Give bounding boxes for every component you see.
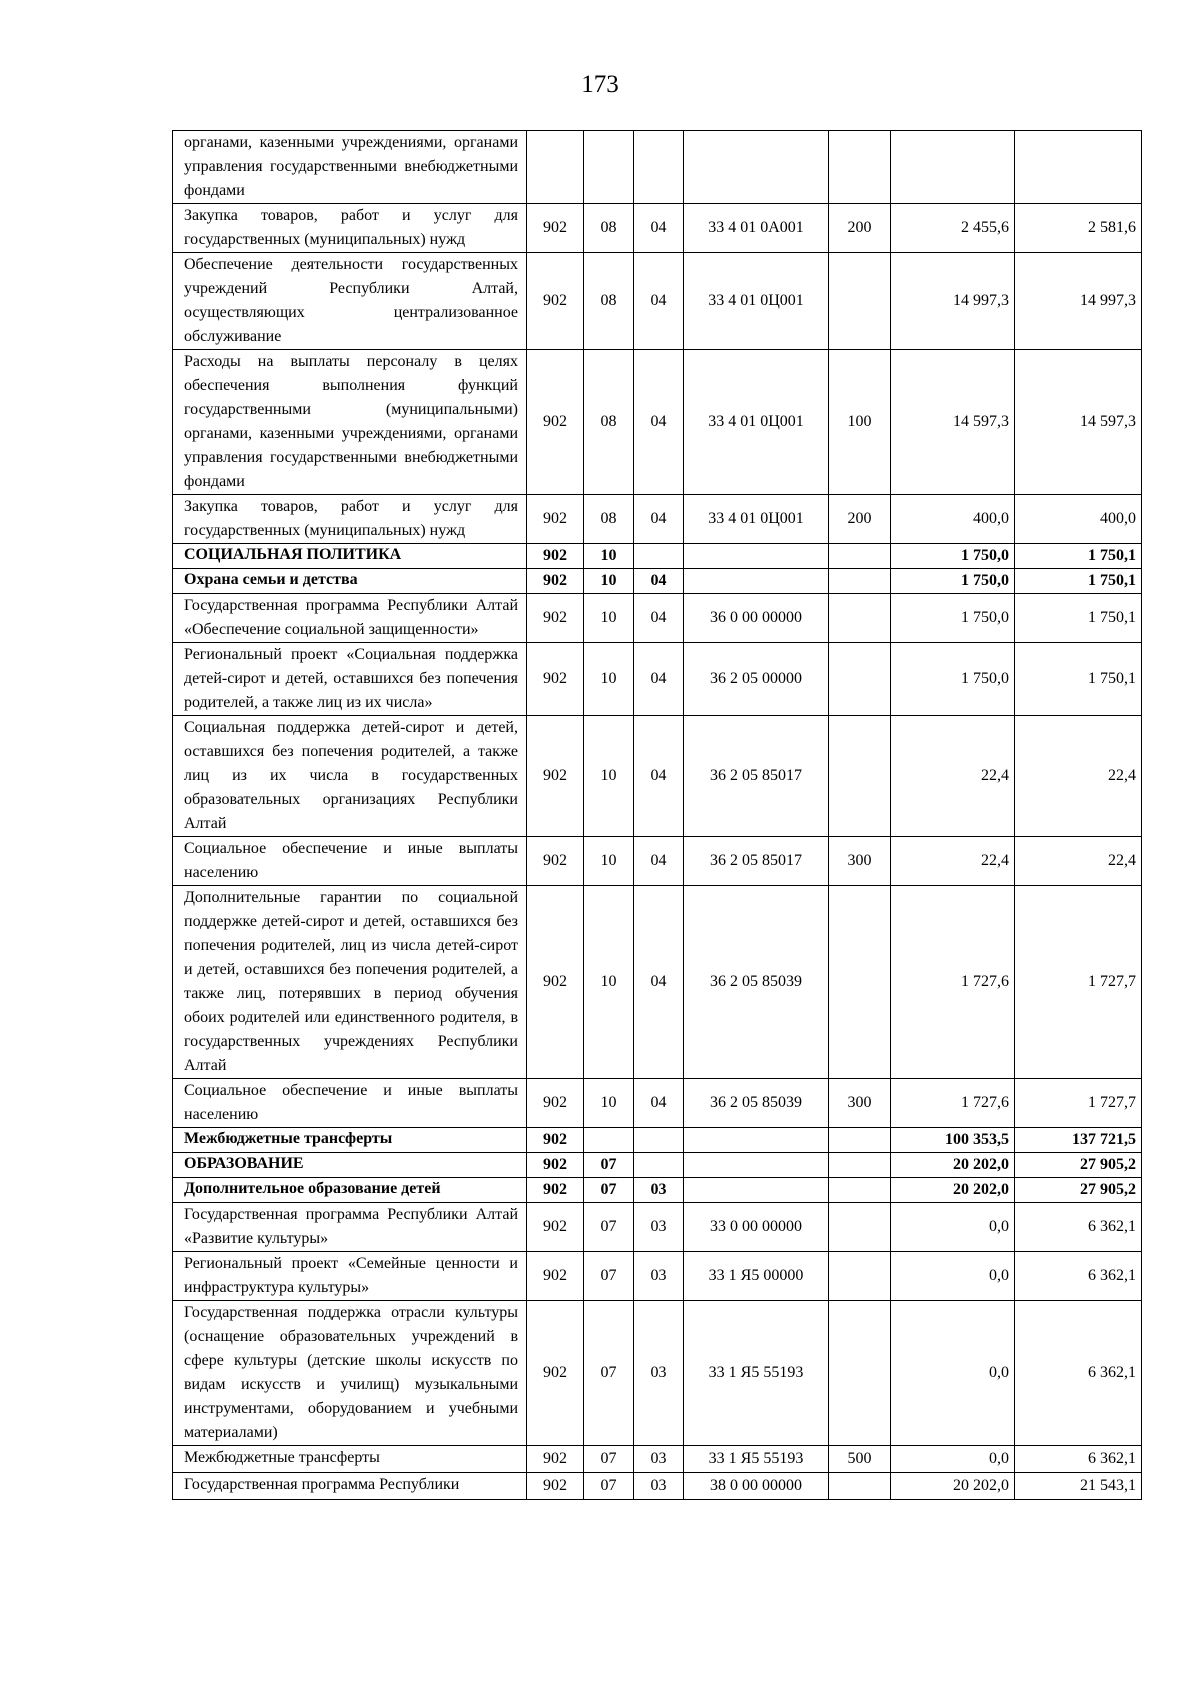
target-article-cell bbox=[684, 569, 829, 594]
amount-year1-cell: 14 997,3 bbox=[891, 253, 1015, 350]
table-row bbox=[173, 837, 1142, 886]
amount-year1-cell bbox=[891, 131, 1015, 204]
target-article-cell: 36 2 05 00000 bbox=[684, 643, 829, 716]
amount-year1-cell: 20 202,0 bbox=[891, 1153, 1015, 1178]
row-name-cell: Расходы на выплаты персоналу в целях обеспечения выполнения функций государственными (муниципальными) органами, казенными учреждениями, органами управления государственными внебюджетными фондами bbox=[173, 350, 527, 495]
section-code-cell: 10 bbox=[584, 716, 634, 837]
ministry-code-cell: 902 bbox=[527, 1079, 584, 1128]
ministry-code-cell: 902 bbox=[527, 716, 584, 837]
target-article-cell: 36 2 05 85017 bbox=[684, 716, 829, 837]
amount-year2-cell: 22,4 bbox=[1015, 837, 1142, 886]
amount-year1-cell: 1 750,0 bbox=[891, 643, 1015, 716]
amount-year1-cell: 0,0 bbox=[891, 1301, 1015, 1446]
expense-type-cell bbox=[829, 1178, 891, 1203]
subsection-code-cell: 04 bbox=[634, 886, 684, 1079]
amount-year2-cell: 1 750,1 bbox=[1015, 594, 1142, 643]
row-name-cell: Обеспечение деятельности государственных учреждений Республики Алтай, осуществляющих централизованное обслуживание bbox=[173, 253, 527, 350]
row-name-cell: ОБРАЗОВАНИЕ bbox=[173, 1153, 527, 1178]
expense-type-cell: 300 bbox=[829, 837, 891, 886]
amount-year1-cell: 0,0 bbox=[891, 1203, 1015, 1252]
row-name-cell: Закупка товаров, работ и услуг для государственных (муниципальных) нужд bbox=[173, 495, 527, 544]
ministry-code-cell: 902 bbox=[527, 204, 584, 253]
expense-type-cell bbox=[829, 716, 891, 837]
target-article-cell: 33 4 01 0Ц001 bbox=[684, 253, 829, 350]
amount-year1-cell: 14 597,3 bbox=[891, 350, 1015, 495]
amount-year1-cell: 1 727,6 bbox=[891, 1079, 1015, 1128]
ministry-code-cell: 902 bbox=[527, 1203, 584, 1252]
row-name-cell: Дополнительное образование детей bbox=[173, 1178, 527, 1203]
expense-type-cell: 500 bbox=[829, 1446, 891, 1473]
target-article-cell: 36 2 05 85039 bbox=[684, 1079, 829, 1128]
expense-type-cell bbox=[829, 569, 891, 594]
target-article-cell: 36 2 05 85017 bbox=[684, 837, 829, 886]
expense-type-cell bbox=[829, 886, 891, 1079]
table-row bbox=[173, 716, 1142, 837]
amount-year2-cell: 21 543,1 bbox=[1015, 1473, 1142, 1500]
amount-year1-cell: 0,0 bbox=[891, 1252, 1015, 1301]
ministry-code-cell: 902 bbox=[527, 594, 584, 643]
section-code-cell: 07 bbox=[584, 1203, 634, 1252]
table-row bbox=[173, 643, 1142, 716]
section-code-cell: 07 bbox=[584, 1252, 634, 1301]
subsection-code-cell bbox=[634, 131, 684, 204]
section-code-cell: 08 bbox=[584, 204, 634, 253]
target-article-cell bbox=[684, 1128, 829, 1153]
subsection-code-cell: 03 bbox=[634, 1473, 684, 1500]
table-row bbox=[173, 1301, 1142, 1446]
subsection-code-cell bbox=[634, 544, 684, 569]
subsection-code-cell: 03 bbox=[634, 1178, 684, 1203]
row-name-cell: органами, казенными учреждениями, органами управления государственными внебюджетными фондами bbox=[173, 131, 527, 204]
section-code-cell: 10 bbox=[584, 1079, 634, 1128]
amount-year1-cell: 22,4 bbox=[891, 716, 1015, 837]
amount-year2-cell: 6 362,1 bbox=[1015, 1446, 1142, 1473]
subsection-code-cell: 04 bbox=[634, 253, 684, 350]
amount-year1-cell: 20 202,0 bbox=[891, 1473, 1015, 1500]
target-article-cell: 36 0 00 00000 bbox=[684, 594, 829, 643]
row-name-cell: Региональный проект «Семейные ценности и инфраструктура культуры» bbox=[173, 1252, 527, 1301]
section-code-cell: 10 bbox=[584, 544, 634, 569]
expense-type-cell bbox=[829, 1203, 891, 1252]
target-article-cell: 33 1 Я5 55193 bbox=[684, 1446, 829, 1473]
section-code-cell: 10 bbox=[584, 569, 634, 594]
target-article-cell: 33 1 Я5 00000 bbox=[684, 1252, 829, 1301]
subsection-code-cell: 03 bbox=[634, 1301, 684, 1446]
table-row bbox=[173, 1128, 1142, 1153]
table-row bbox=[173, 1178, 1142, 1203]
subsection-code-cell: 03 bbox=[634, 1203, 684, 1252]
row-name-cell: Государственная программа Республики Алтай «Обеспечение социальной защищенности» bbox=[173, 594, 527, 643]
expense-type-cell bbox=[829, 253, 891, 350]
expense-type-cell bbox=[829, 1128, 891, 1153]
amount-year1-cell: 1 750,0 bbox=[891, 594, 1015, 643]
table-row bbox=[173, 1203, 1142, 1252]
ministry-code-cell: 902 bbox=[527, 1473, 584, 1500]
ministry-code-cell: 902 bbox=[527, 1128, 584, 1153]
subsection-code-cell bbox=[634, 1128, 684, 1153]
target-article-cell: 33 4 01 0А001 bbox=[684, 204, 829, 253]
row-name-cell: Межбюджетные трансферты bbox=[173, 1128, 527, 1153]
amount-year1-cell: 20 202,0 bbox=[891, 1178, 1015, 1203]
amount-year2-cell: 1 750,1 bbox=[1015, 569, 1142, 594]
ministry-code-cell bbox=[527, 131, 584, 204]
amount-year2-cell: 6 362,1 bbox=[1015, 1203, 1142, 1252]
amount-year2-cell: 6 362,1 bbox=[1015, 1252, 1142, 1301]
ministry-code-cell: 902 bbox=[527, 569, 584, 594]
row-name-cell: Государственная поддержка отрасли культуры (оснащение образовательных учреждений в сфере культуры (детские школы искусств по видам искусств и училищ) музыкальными инструментами, оборудованием и учебными материалами) bbox=[173, 1301, 527, 1446]
section-code-cell: 07 bbox=[584, 1153, 634, 1178]
ministry-code-cell: 902 bbox=[527, 1153, 584, 1178]
subsection-code-cell: 04 bbox=[634, 569, 684, 594]
row-name-cell: Дополнительные гарантии по социальной поддержке детей-сирот и детей, оставшихся без попечения родителей, лиц из числа детей-сирот и детей, оставшихся без попечения родителей, а также лиц, потерявших в период обучения обоих родителей или единственного родителя, в государственных учреждениях Республики Алтай bbox=[173, 886, 527, 1079]
ministry-code-cell: 902 bbox=[527, 643, 584, 716]
amount-year1-cell: 1 727,6 bbox=[891, 886, 1015, 1079]
subsection-code-cell: 04 bbox=[634, 837, 684, 886]
ministry-code-cell: 902 bbox=[527, 544, 584, 569]
amount-year2-cell: 137 721,5 bbox=[1015, 1128, 1142, 1153]
row-name-cell: Межбюджетные трансферты bbox=[173, 1446, 527, 1473]
budget-table bbox=[172, 130, 1142, 1500]
table-row bbox=[173, 544, 1142, 569]
expense-type-cell bbox=[829, 131, 891, 204]
amount-year1-cell: 0,0 bbox=[891, 1446, 1015, 1473]
expense-type-cell: 200 bbox=[829, 204, 891, 253]
amount-year2-cell bbox=[1015, 131, 1142, 204]
section-code-cell: 08 bbox=[584, 495, 634, 544]
row-name-cell: Государственная программа Республики bbox=[173, 1473, 527, 1500]
table-row bbox=[173, 1252, 1142, 1301]
amount-year1-cell: 22,4 bbox=[891, 837, 1015, 886]
target-article-cell: 38 0 00 00000 bbox=[684, 1473, 829, 1500]
expense-type-cell bbox=[829, 1301, 891, 1446]
table-row bbox=[173, 495, 1142, 544]
row-name-cell: Социальное обеспечение и иные выплаты населению bbox=[173, 837, 527, 886]
ministry-code-cell: 902 bbox=[527, 1446, 584, 1473]
subsection-code-cell: 04 bbox=[634, 495, 684, 544]
ministry-code-cell: 902 bbox=[527, 253, 584, 350]
subsection-code-cell: 03 bbox=[634, 1252, 684, 1301]
amount-year2-cell: 27 905,2 bbox=[1015, 1153, 1142, 1178]
section-code-cell: 07 bbox=[584, 1178, 634, 1203]
amount-year2-cell: 27 905,2 bbox=[1015, 1178, 1142, 1203]
expense-type-cell: 300 bbox=[829, 1079, 891, 1128]
target-article-cell bbox=[684, 1153, 829, 1178]
table-row bbox=[173, 253, 1142, 350]
amount-year1-cell: 1 750,0 bbox=[891, 569, 1015, 594]
amount-year2-cell: 1 727,7 bbox=[1015, 1079, 1142, 1128]
ministry-code-cell: 902 bbox=[527, 1178, 584, 1203]
amount-year2-cell: 14 597,3 bbox=[1015, 350, 1142, 495]
table-row bbox=[173, 1473, 1142, 1500]
amount-year2-cell: 1 727,7 bbox=[1015, 886, 1142, 1079]
target-article-cell: 33 4 01 0Ц001 bbox=[684, 350, 829, 495]
subsection-code-cell: 04 bbox=[634, 1079, 684, 1128]
table-row bbox=[173, 1079, 1142, 1128]
table-row bbox=[173, 350, 1142, 495]
section-code-cell: 10 bbox=[584, 837, 634, 886]
table-row bbox=[173, 204, 1142, 253]
expense-type-cell bbox=[829, 1473, 891, 1500]
target-article-cell bbox=[684, 131, 829, 204]
ministry-code-cell: 902 bbox=[527, 837, 584, 886]
row-name-cell: Закупка товаров, работ и услуг для государственных (муниципальных) нужд bbox=[173, 204, 527, 253]
amount-year2-cell: 14 997,3 bbox=[1015, 253, 1142, 350]
section-code-cell: 08 bbox=[584, 350, 634, 495]
ministry-code-cell: 902 bbox=[527, 350, 584, 495]
ministry-code-cell: 902 bbox=[527, 495, 584, 544]
section-code-cell: 07 bbox=[584, 1473, 634, 1500]
section-code-cell: 08 bbox=[584, 253, 634, 350]
expense-type-cell bbox=[829, 1252, 891, 1301]
row-name-cell: Охрана семьи и детства bbox=[173, 569, 527, 594]
expense-type-cell: 200 bbox=[829, 495, 891, 544]
amount-year2-cell: 2 581,6 bbox=[1015, 204, 1142, 253]
target-article-cell: 33 0 00 00000 bbox=[684, 1203, 829, 1252]
amount-year2-cell: 6 362,1 bbox=[1015, 1301, 1142, 1446]
amount-year2-cell: 400,0 bbox=[1015, 495, 1142, 544]
row-name-cell: Социальное обеспечение и иные выплаты населению bbox=[173, 1079, 527, 1128]
row-name-cell: СОЦИАЛЬНАЯ ПОЛИТИКА bbox=[173, 544, 527, 569]
target-article-cell: 33 4 01 0Ц001 bbox=[684, 495, 829, 544]
target-article-cell bbox=[684, 544, 829, 569]
row-name-cell: Социальная поддержка детей-сирот и детей, оставшихся без попечения родителей, а также лиц из их числа в государственных образовательных организациях Республики Алтай bbox=[173, 716, 527, 837]
table-row bbox=[173, 1153, 1142, 1178]
table-row bbox=[173, 569, 1142, 594]
subsection-code-cell: 04 bbox=[634, 350, 684, 495]
ministry-code-cell: 902 bbox=[527, 1252, 584, 1301]
section-code-cell: 10 bbox=[584, 594, 634, 643]
subsection-code-cell: 04 bbox=[634, 204, 684, 253]
table-row bbox=[173, 131, 1142, 204]
subsection-code-cell: 04 bbox=[634, 594, 684, 643]
amount-year1-cell: 2 455,6 bbox=[891, 204, 1015, 253]
section-code-cell: 10 bbox=[584, 643, 634, 716]
section-code-cell: 07 bbox=[584, 1446, 634, 1473]
section-code-cell bbox=[584, 1128, 634, 1153]
expense-type-cell bbox=[829, 544, 891, 569]
row-name-cell: Региональный проект «Социальная поддержка детей-сирот и детей, оставшихся без попечения родителей, а также лиц из их числа» bbox=[173, 643, 527, 716]
subsection-code-cell: 04 bbox=[634, 643, 684, 716]
subsection-code-cell bbox=[634, 1153, 684, 1178]
table-row bbox=[173, 594, 1142, 643]
subsection-code-cell: 03 bbox=[634, 1446, 684, 1473]
section-code-cell bbox=[584, 131, 634, 204]
amount-year2-cell: 22,4 bbox=[1015, 716, 1142, 837]
amount-year1-cell: 400,0 bbox=[891, 495, 1015, 544]
subsection-code-cell: 04 bbox=[634, 716, 684, 837]
expense-type-cell bbox=[829, 1153, 891, 1178]
expense-type-cell: 100 bbox=[829, 350, 891, 495]
target-article-cell: 36 2 05 85039 bbox=[684, 886, 829, 1079]
amount-year2-cell: 1 750,1 bbox=[1015, 544, 1142, 569]
ministry-code-cell: 902 bbox=[527, 886, 584, 1079]
amount-year1-cell: 1 750,0 bbox=[891, 544, 1015, 569]
expense-type-cell bbox=[829, 643, 891, 716]
target-article-cell bbox=[684, 1178, 829, 1203]
amount-year2-cell: 1 750,1 bbox=[1015, 643, 1142, 716]
table-row bbox=[173, 1446, 1142, 1473]
ministry-code-cell: 902 bbox=[527, 1301, 584, 1446]
table-row bbox=[173, 886, 1142, 1079]
section-code-cell: 07 bbox=[584, 1301, 634, 1446]
table-body bbox=[173, 131, 1142, 1500]
section-code-cell: 10 bbox=[584, 886, 634, 1079]
expense-type-cell bbox=[829, 594, 891, 643]
page-number: 173 bbox=[581, 71, 619, 98]
amount-year1-cell: 100 353,5 bbox=[891, 1128, 1015, 1153]
row-name-cell: Государственная программа Республики Алтай «Развитие культуры» bbox=[173, 1203, 527, 1252]
target-article-cell: 33 1 Я5 55193 bbox=[684, 1301, 829, 1446]
